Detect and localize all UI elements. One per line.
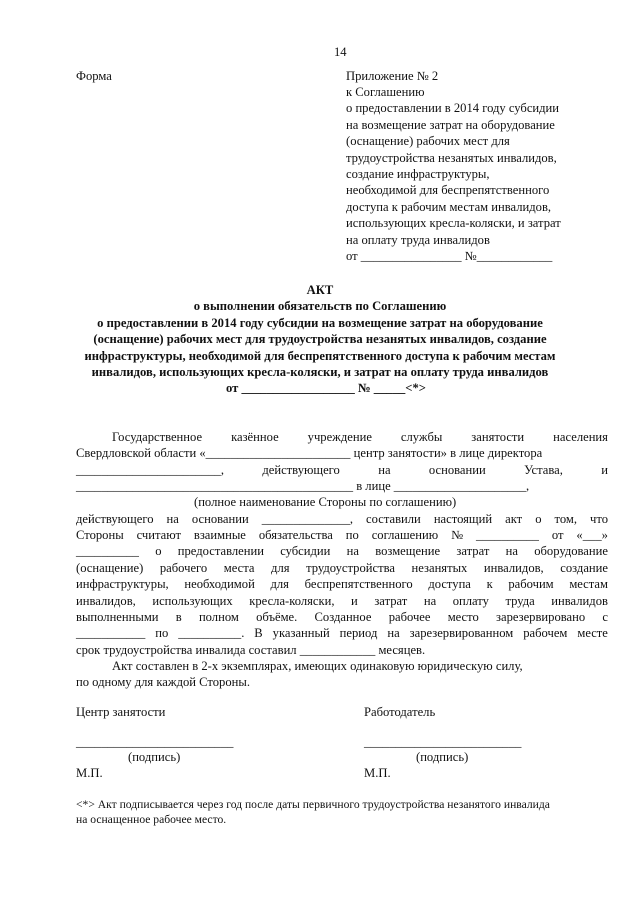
appendix-line: (оснащение) рабочих мест для: [346, 134, 510, 148]
appendix-line: трудоустройства незанятых инвалидов,: [346, 151, 557, 165]
appendix-line: к Соглашению: [346, 85, 425, 99]
signature-right-line: _________________________: [364, 735, 522, 749]
body-line: __________ о предоставлении субсидии на возмещение затрат на оборудование: [76, 544, 608, 558]
title-line: о предоставлении в 2014 году субсидии на возмещение затрат на оборудование: [97, 316, 543, 330]
body-line: _______________________, действующего на основании Устава, и: [76, 463, 608, 477]
body-line: инвалидов, использующих кресла-коляски, и затрат на оплату труда инвалидов: [76, 594, 608, 608]
appendix-line: использующих кресла-коляски, и затрат: [346, 216, 561, 230]
body-line: действующего на основании ______________, составили настоящий акт о том, что: [76, 512, 608, 526]
signature-right-title: Работодатель: [364, 705, 436, 719]
title-line: (оснащение) рабочих мест для трудоустройства незанятых инвалидов, создание: [93, 332, 547, 346]
body-line: (оснащение) рабочего места для трудоустройства незанятых инвалидов, создание: [76, 561, 608, 575]
body-line: Свердловской области «_______________________ центр занятости» в лице директора: [76, 446, 543, 460]
appendix-line: Приложение № 2: [346, 69, 439, 83]
body-line: по одному для каждой Стороны.: [76, 675, 250, 689]
appendix-line: на возмещение затрат на оборудование: [346, 118, 555, 132]
seal-left: М.П.: [76, 766, 103, 780]
appendix-line: о предоставлении в 2014 году субсидии: [346, 101, 560, 115]
party-caption: (полное наименование Стороны по соглашению): [194, 495, 457, 509]
title-date-line: от __________________ № _____<*>: [226, 381, 426, 395]
appendix-line: доступа к рабочим местам инвалидов,: [346, 200, 552, 214]
appendix-line: на оплату труда инвалидов: [346, 233, 490, 247]
title-line: инвалидов, использующих кресла-коляски, и затрат на оплату труда инвалидов: [91, 365, 549, 379]
title-line: инфраструктуры, необходимой для беспрепятственного доступа к рабочим местам: [84, 349, 556, 363]
appendix-line: создание инфраструктуры,: [346, 167, 490, 181]
signature-left-title: Центр занятости: [76, 705, 166, 719]
appendix-date-line: от ________________ №____________: [346, 249, 553, 263]
body-line: ___________ по __________. В указанный период на зарезервированном рабочем месте: [76, 626, 608, 640]
footnote-line: <*> Акт подписывается через год после даты первичного трудоустройства незанятого инвалида: [76, 798, 550, 811]
title-line: о выполнении обязательств по Соглашению: [193, 299, 447, 313]
body-line: Акт составлен в 2-х экземплярах, имеющих одинаковую юридическую силу,: [112, 659, 523, 673]
signature-left-caption: (подпись): [128, 750, 181, 764]
title-akt: АКТ: [306, 283, 334, 297]
form-label: Форма: [76, 69, 112, 83]
body-line: Государственное казённое учреждение службы занятости населения: [112, 430, 608, 444]
body-line: Стороны считают взаимные обязательства по соглашению № __________ от «___»: [76, 528, 608, 542]
signature-left-line: _________________________: [76, 735, 234, 749]
body-line: ____________________________________________ в лице _____________________,: [76, 479, 530, 493]
body-line: выполненными в полном объёме. Созданное рабочее место зарезервировано с: [76, 610, 608, 624]
seal-right: М.П.: [364, 766, 391, 780]
footnote-line: на оснащенное рабочее место.: [76, 813, 227, 826]
appendix-line: необходимой для беспрепятственного: [346, 183, 550, 197]
signature-right-caption: (подпись): [416, 750, 469, 764]
page-number: 14: [334, 45, 347, 59]
body-line: срок трудоустройства инвалида составил ____________ месяцев.: [76, 643, 426, 657]
body-line: инфраструктуры, необходимой для беспрепятственного доступа к рабочим местам: [76, 577, 608, 591]
